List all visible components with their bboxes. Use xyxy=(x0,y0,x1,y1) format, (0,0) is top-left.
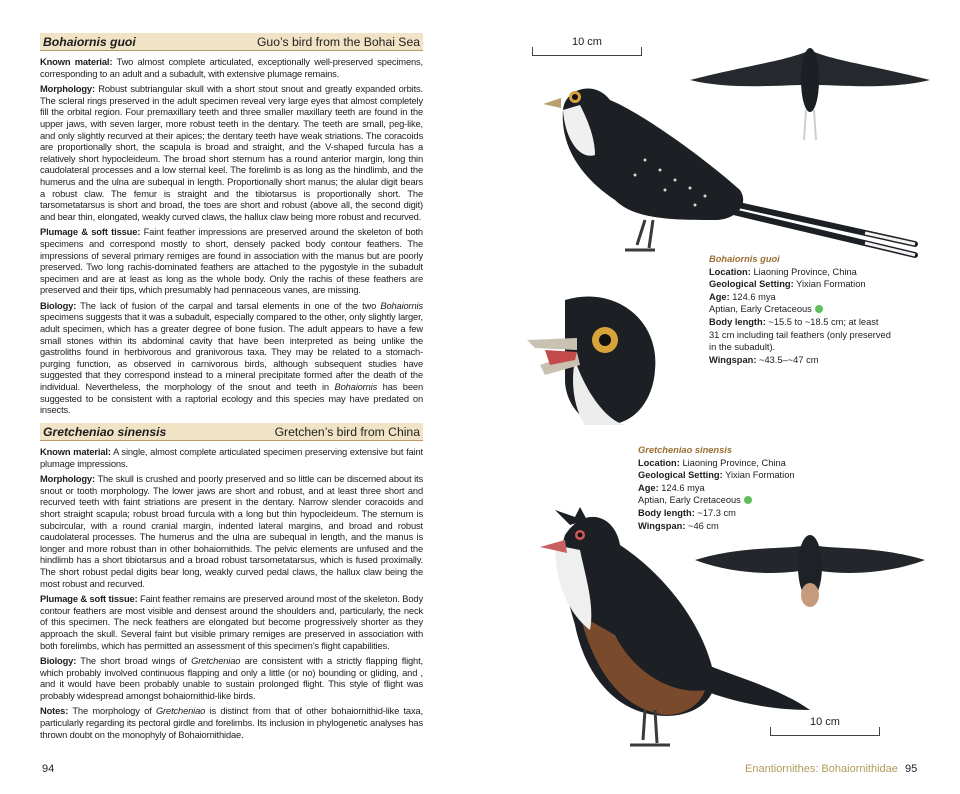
wingspan-label: Wingspan: xyxy=(638,520,686,531)
location-value: Liaoning Province, China xyxy=(753,266,857,277)
wingspan-label: Wingspan: xyxy=(709,354,757,365)
factbox-period xyxy=(709,303,939,316)
scale-bar-line xyxy=(532,47,642,56)
biology-label: Biology: xyxy=(40,656,77,667)
period-dot-icon xyxy=(815,305,823,313)
body-length-value-3: in the subadult). xyxy=(709,342,776,353)
plumage-label: Plumage & soft tissue: xyxy=(40,227,141,238)
species-description-gretcheniao xyxy=(40,447,423,745)
factbox-age xyxy=(638,482,838,495)
biology-genus: Gretcheniao xyxy=(191,656,241,667)
biology-text-2: are consistent with a strictly flapping flight, which probably involved continuous flapping and only a little (or no) bounding or gliding, and , and it would have been probably unable to sustain prolonged flight. This style of flight was probably widespread amongst bohaiornithid-like birds. xyxy=(40,656,423,701)
morphology-label: Morphology: xyxy=(40,474,95,485)
factbox-body-length-cont xyxy=(709,341,939,354)
page-number-right: 95 xyxy=(905,763,918,775)
known-material-paragraph xyxy=(40,447,423,470)
biology-text-3: has been suggested to be consistent with a raptorial ecology and this species may have predated on insects. xyxy=(40,382,423,416)
setting-value: Yixian Formation xyxy=(725,470,795,481)
biology-text-2: specimens suggests that it was a subadult, especially compared to the other, only slightly larger, adult specimen, which has a greater degree of bone fusion. The adult appears to have a few small stones within its abdominal cavity that have been interpreted as being unlike the gastroliths found in herbivorous and granivorous taxa. They may be related to a stomach-purging function, as observed in carnivorous birds, although subsequent studies have suggested that they correspond instead to a mineral precipitate formed after the death of the individual. Nevertheless, the morphology of the snout and teeth in xyxy=(40,312,423,393)
species-common-name: Gretchen’s bird from China xyxy=(274,424,420,439)
body-length-label: Body length: xyxy=(638,507,695,518)
scale-bar-line xyxy=(770,727,880,736)
species-scientific-name: Bohaiornis guoi xyxy=(43,34,136,49)
right-page xyxy=(480,0,960,794)
plumage-label: Plumage & soft tissue: xyxy=(40,594,138,605)
known-material-label: Known material: xyxy=(40,57,113,67)
body-length-value: ~17.3 cm xyxy=(697,507,736,518)
species-description-bohaiornis xyxy=(40,57,423,421)
morphology-text: The skull is crushed and poorly preserved and so little can be discerned about its snout or tooth morphology. The lower jaws are short and robust, and at least three short and recurved teeth with faint striations are present in the dentary. Narrow slender coracoids and short straight scapula; robust broad furcula with a long but thin hypocleideum. The sternum is subcircular, with a round cranial margin, indented lateral margins, and broad and robust caudolateral processes. The humerus and the ulna are subequal in length, and the manus is longer and more robust than in other bohaiornithids. The pelvic elements are unfused and the hindlimb has a short tibiotarsus and a broad robust tarsometatarsus, which is fused proximally. The short robust pedal digits bear long, weakly curved pedal claws, the hallux claw being the most robust and recurved. xyxy=(40,474,424,589)
factbox-bohaiornis xyxy=(709,253,939,366)
morphology-label: Morphology: xyxy=(40,84,95,95)
notes-label: Notes: xyxy=(40,706,69,717)
factbox-body-length xyxy=(709,316,939,329)
age-label: Age: xyxy=(638,482,659,493)
biology-paragraph xyxy=(40,656,423,702)
page-number-left: 94 xyxy=(42,763,55,775)
species-header-gretcheniao xyxy=(40,423,423,441)
wingspan-value: ~43.5–~47 cm xyxy=(759,354,819,365)
biology-label: Biology: xyxy=(40,300,77,311)
biology-genus-2: Bohaiornis xyxy=(334,382,378,393)
biology-text-1: The short broad wings of xyxy=(80,656,192,667)
body-length-value-2: 31 cm including tail feathers (only preserved xyxy=(709,329,891,340)
factbox-setting xyxy=(638,469,838,482)
known-material-text: A single, almost complete articulated specimen preserving extensive but faint plumage impressions. xyxy=(40,447,423,469)
plumage-paragraph xyxy=(40,227,423,297)
factbox-age xyxy=(709,291,939,304)
factbox-title: Gretcheniao sinensis xyxy=(638,445,733,455)
body-length-label: Body length: xyxy=(709,316,766,327)
age-label: Age: xyxy=(709,291,730,302)
scale-bar-top xyxy=(532,36,642,56)
plumage-text: Faint feather remains are preserved around most of the skeleton. Body contour feathers are most visible and densest around the shoulders and, particularly, the neck of this specimen. The neck feathers are elongated but become progressively shorter as they approach the skull. Several faint but visible primary remiges are preserved in association with both forelimbs, which has permitted an assessment of this specimen’s flight capabilities. xyxy=(40,594,423,651)
species-header-bohaiornis xyxy=(40,33,423,51)
morphology-text: Robust subtriangular skull with a short stout snout and greatly expanded orbits. The scleral rings preserved in the adult specimen reveal very large eyes that almost completely fill the orbital region. Four premaxillary teeth and three smaller maxillary teeth are found in the upper jaws, with seven larger, more robust teeth in the dentary. The teeth are small, peg-like, and only slightly recurved at their apices; the dentary teeth have weak striations. The coracoids are proportionally short, the scapula is broad and straight, and the V-shaped furcula has a relatively short hypocleideum. The broad short sternum has a round anterior margin, long thin caudolateral processes and a low sternal keel. The forelimb is as long as the hindlimb, and the humerus and the ulna are subequal in length. Proportionally short manus; the alular digit bears a robust claw. The femur is straight and the tibiotarsus is proportionally short. The tarsometatarsus is short and broad, the toes are short and robust (above all, the second digit) and bear thin, elongated, weakly curved claws, the hallux claw being more robust and recurved. xyxy=(40,84,423,222)
scale-bar-label: 10 cm xyxy=(810,716,840,728)
plumage-text: Faint feather impressions are preserved around the skeleton of both specimens and correspond mostly to short, densely packed body contour feathers. The impressions of several primary remiges are found in association with the manus but are poorly preserved. Two long rachis-dominated feathers are attached to the pygostyle in the subadult specimen and are at least as long as the whole body. Only the rachis of these feathers are preserved and their tips, which presumably had pennaceous vanes, are missing. xyxy=(40,227,423,296)
setting-label: Geological Setting: xyxy=(709,279,794,290)
factbox-wingspan xyxy=(709,354,939,367)
species-scientific-name: Gretcheniao sinensis xyxy=(43,424,167,439)
scale-bar-bottom xyxy=(770,716,880,736)
biology-paragraph xyxy=(40,301,423,417)
body-length-value-1: ~15.5 to ~18.5 cm; at least xyxy=(768,316,879,327)
morphology-paragraph xyxy=(40,474,423,590)
age-value: 124.6 mya xyxy=(661,482,705,493)
known-material-label: Known material: xyxy=(40,447,111,457)
bohaiornis-flight-illustration xyxy=(690,40,930,140)
known-material-text: Two almost complete articulated, exceptionally well-preserved specimens, corresponding to an adult and a subadult, with extensive plumage remains. xyxy=(40,57,424,79)
factbox-location xyxy=(638,457,838,470)
location-value: Liaoning Province, China xyxy=(682,457,786,468)
factbox-location xyxy=(709,266,939,279)
age-value: 124.6 mya xyxy=(732,291,776,302)
factbox-setting xyxy=(709,278,939,291)
notes-paragraph xyxy=(40,706,423,741)
notes-text-2: is distinct from that of other bohaiornithid-like taxa, particularly regarding its pectoral girdle and forelimbs. Its inclusion in phylogenetic analyses has thrown doubt on the monophyly of Bohaiornithidae. xyxy=(40,706,423,740)
period-dot-icon xyxy=(744,496,752,504)
location-label: Location: xyxy=(709,266,751,277)
setting-label: Geological Setting: xyxy=(638,470,723,481)
wingspan-value: ~46 cm xyxy=(688,520,719,531)
plumage-paragraph xyxy=(40,594,423,652)
factbox-body-length-cont xyxy=(709,329,939,342)
period-value: Aptian, Early Cretaceous xyxy=(709,304,812,315)
species-common-name: Guo’s bird from the Bohai Sea xyxy=(256,34,420,49)
biology-genus-1: Bohaiornis xyxy=(380,300,424,311)
notes-text-1: The morphology of xyxy=(72,706,156,717)
scale-bar-label: 10 cm xyxy=(572,36,602,48)
morphology-paragraph xyxy=(40,84,423,223)
known-material-paragraph xyxy=(40,57,423,80)
location-label: Location: xyxy=(638,457,680,468)
notes-genus: Gretcheniao xyxy=(155,706,206,717)
biology-text-1: The lack of fusion of the carpal and tarsal elements in one of the two xyxy=(80,300,381,311)
factbox-title: Bohaiornis guoi xyxy=(709,254,780,264)
setting-value: Yixian Formation xyxy=(796,279,866,290)
bohaiornis-head-illustration xyxy=(525,290,665,430)
running-head: Enantiornithes: Bohaiornithidae xyxy=(745,763,898,775)
period-value: Aptian, Early Cretaceous xyxy=(638,495,741,506)
